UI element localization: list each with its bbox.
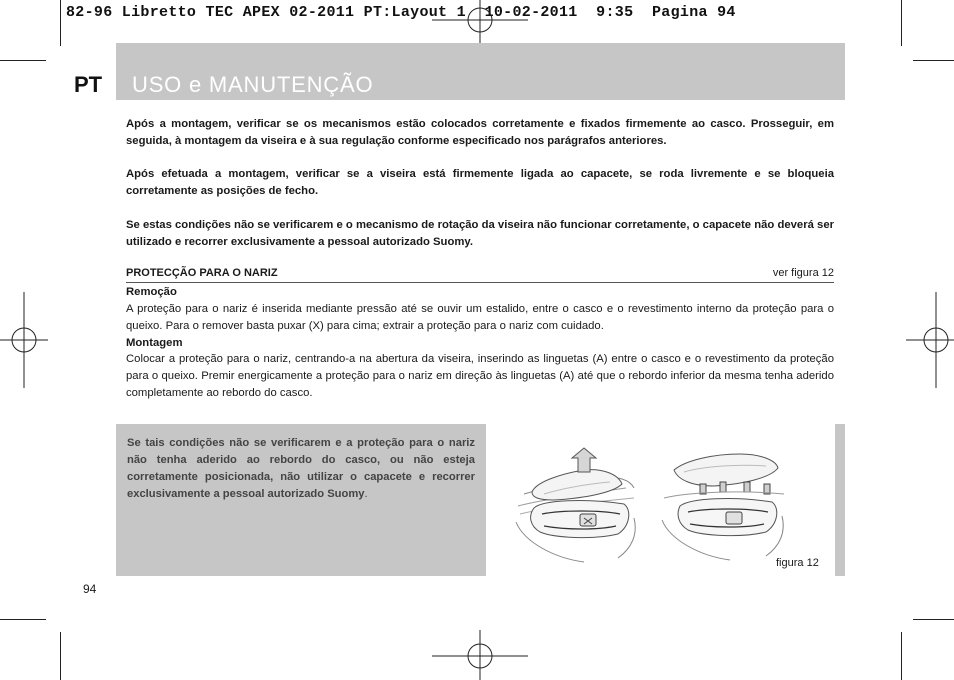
assembly-heading: Montagem [126,337,183,349]
crop-mark [913,619,954,620]
removal-text: A proteção para o nariz é inserida mediante pressão até se ouvir um estalido, entre o casco e o revestimento interno da proteção para o queixo. Para o remover basta puxar (X) para cima; extrair a proteção para o nariz com cuidado. [126,303,834,332]
registration-mark-bottom [432,630,528,680]
crop-mark [60,0,61,46]
print-slug-line: 82-96 Libretto TEC APEX 02-2011 PT:Layout 1 10-02-2011 9:35 Pagina 94 [66,4,736,21]
section-title-bar [116,43,845,100]
crop-mark [901,632,902,680]
warning-text-end: . [364,488,368,500]
nose-guard-assembly-illustration [660,438,790,568]
crop-mark [0,60,46,61]
language-code: PT [74,72,103,97]
section-title: USO e MANUTENÇÃO [132,72,374,97]
nose-section-heading: PROTECÇÃO PARA O NARIZ [126,267,278,279]
warning-box [116,424,486,576]
paragraph-warning-conditions: Se estas condições não se verificarem e o mecanismo de rotação da viseira não funcionar corretamente, o capacete não deverá ser utilizado e recorrer exclusivamente a pessoal autorizado Suomy. [126,219,834,248]
registration-mark-right [906,292,954,388]
crop-mark [913,60,954,61]
crop-mark [0,619,46,620]
figure-reference: ver figura 12 [772,267,834,279]
figure-caption: figura 12 [776,557,819,569]
side-tab [835,424,845,576]
crop-mark [60,632,61,680]
removal-heading: Remoção [126,286,177,298]
registration-mark-top [432,0,528,46]
crop-mark [901,0,902,46]
warning-text-block [127,435,475,503]
page-number: 94 [83,582,97,596]
registration-mark-left [0,292,48,388]
assembly-text: Colocar a proteção para o nariz, centrando-a na abertura da viseira, inserindo as linguetas (A) entre o casco e o revestimento da proteção para o queixo. Premir energicamente a proteção para o nariz em direção às linguetas (A) até que o rebordo inferior da mesma tenha aderido completamente ao rebordo do casco. [126,353,834,399]
paragraph-visor-check: Após efetuada a montagem, verificar se a viseira está firmemente ligada ao capacete, se roda livremente e se bloqueia corretamente as posições de fecho. [126,168,834,197]
paragraph-assembly-check: Após a montagem, verificar se os mecanismos estão colocados corretamente e fixados firmemente ao casco. Prosseguir, em seguida, à montagem da viseira e à sua regulação conforme especificado nos parágrafos anteriores. [126,118,834,147]
nose-guard-removal-illustration [514,438,644,568]
nose-section-header [126,266,834,283]
warning-text: Se tais condições não se verificarem e a proteção para o nariz não tenha aderido ao rebordo do casco, ou não esteja corretamente posicionada, não utilizar o capacete e recorrer exclusivamente a pessoal autorizado Suomy [127,437,475,500]
